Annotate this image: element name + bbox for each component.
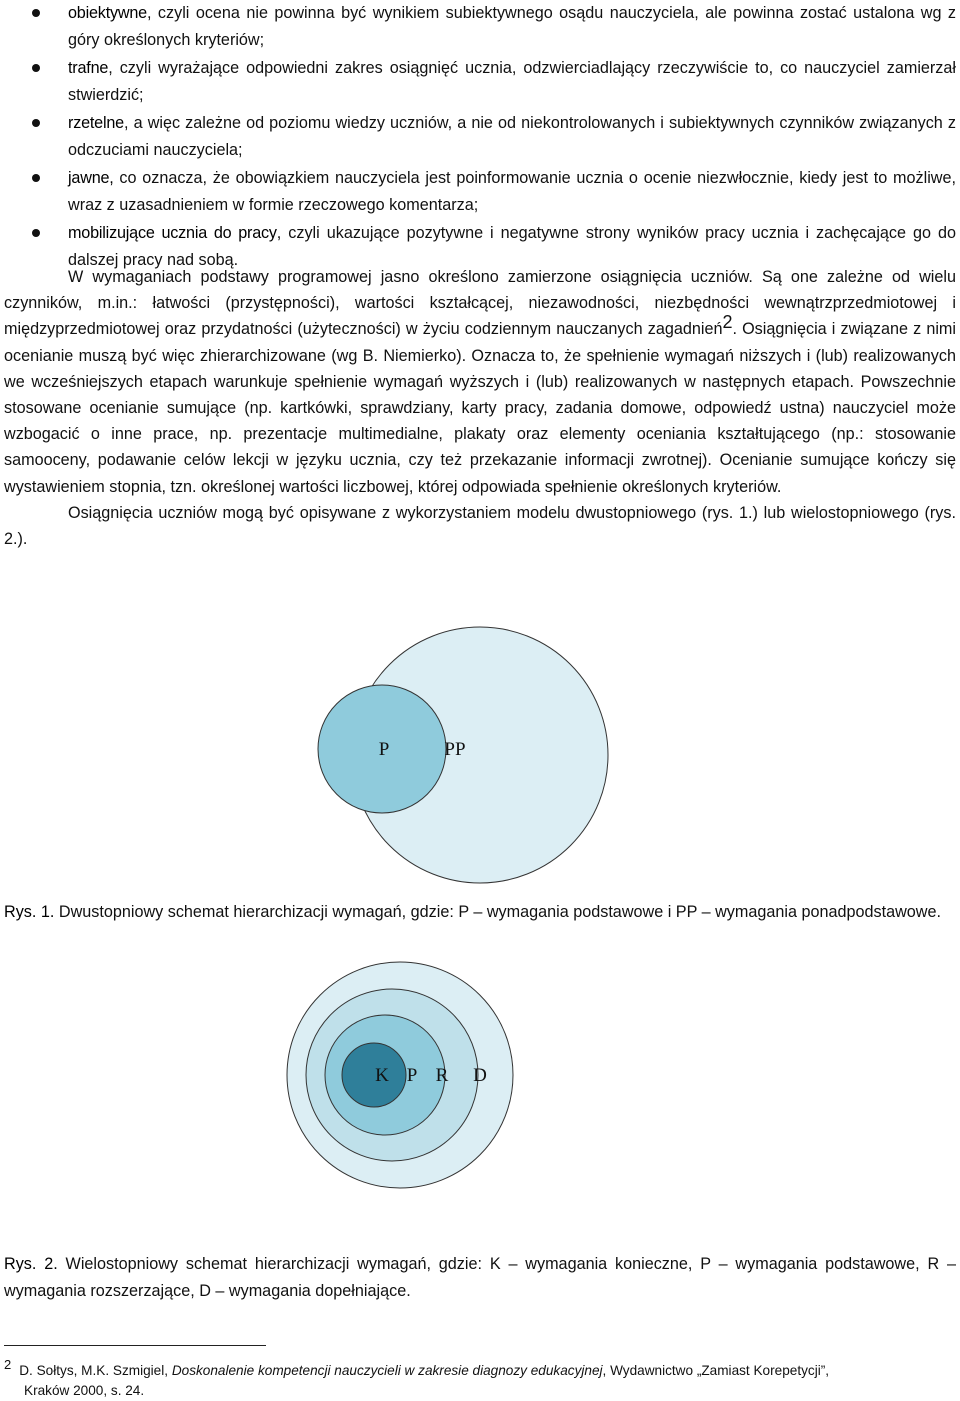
two-level-diagram <box>0 625 960 890</box>
footnote <box>4 1355 954 1401</box>
paragraph-requirements <box>0 264 960 500</box>
list-item <box>0 55 960 108</box>
label-r: R <box>435 1065 449 1086</box>
label-p: P <box>406 1065 418 1086</box>
term: mobilizujące ucznia do pracy <box>68 224 277 242</box>
label-p: P <box>378 739 390 760</box>
paragraph-lead: Osiągnięcia <box>68 503 153 522</box>
term: obiektywne <box>68 4 147 22</box>
footnote-place: Kraków 2000, s. 24. <box>24 1383 145 1398</box>
footnote-ref[interactable]: 2 <box>722 312 733 333</box>
label-pp: PP <box>444 739 466 760</box>
list-item <box>0 0 960 53</box>
multi-level-diagram <box>0 958 960 1193</box>
footnote-separator <box>4 1345 266 1346</box>
footnote-publisher: , Wydawnictwo „Zamiast Korepetycji”, <box>602 1363 830 1378</box>
item-text: , czyli ocena nie powinna być wynikiem subiektywnego osądu nauczyciela, ale powinna zostać ustalona wg z góry określonych kryteriów; <box>68 4 956 49</box>
body-text <box>0 264 960 552</box>
term: jawne, <box>68 169 114 187</box>
footnote-number: 2 <box>4 1357 12 1372</box>
list-item <box>0 165 960 218</box>
figure-caption-2 <box>0 1251 960 1305</box>
footnote-title: Doskonalenie kompetencji nauczycieli w zakresie diagnozy edukacyjnej <box>171 1363 603 1378</box>
caption-lead: Rys. 1. <box>4 903 55 921</box>
core-k <box>342 1043 406 1107</box>
paragraph-text: uczniów mogą być opisywane z wykorzystaniem modelu dwustopniowego (rys. 1.) lub wielostopniowego (rys. 2.). <box>4 503 956 549</box>
criteria-list <box>0 0 960 273</box>
item-text: , czyli wyrażające odpowiedni zakres osiągnięć ucznia, odzwierciadlający rzeczywiście to, co nauczyciel zamierzał stwierdzić; <box>68 59 956 104</box>
caption-lead: Rys. 2. <box>4 1255 58 1273</box>
label-k: K <box>375 1065 389 1086</box>
footnote-authors: D. Sołtys, M.K. Szmigiel, <box>19 1363 172 1378</box>
footnote-line <box>4 1355 954 1381</box>
paragraph-text: W wymaganiach podstawy programowej jasno określono zamierzone osiągnięcia uczniów. Są one zależne od wielu czynników, m.in.: łatwości (przystępności), wartości kształcącej, niezawodności, niezbędności wewnątrzprzedmiotowej i międzyprzedmiotowej oraz przydatności (użyteczności) w życiu codziennym nauczanych zagadnień <box>4 268 956 339</box>
label-d: D <box>473 1065 487 1086</box>
figure-caption-1 <box>0 899 960 926</box>
figure-two-level <box>0 625 960 890</box>
caption-text: Wielostopniowy schemat hierarchizacji wymagań, gdzie: K – wymagania konieczne, P – wymagania podstawowe, R – wymagania rozszerzające, D – wymagania dopełniające. <box>4 1255 956 1300</box>
figure-multi-level <box>0 958 960 1193</box>
item-text: co oznacza, że obowiązkiem nauczyciela jest poinformowanie ucznia o ocenie niezwłocznie, kiedy jest to możliwe, wraz z uzasadnieniem w formie rzeczowego komentarza; <box>68 169 956 214</box>
list-item <box>0 110 960 163</box>
item-text: , a więc zależne od poziomu wiedzy uczniów, a nie od niekontrolowanych i subiektywnych czynników związanych z odczuciami nauczyciela; <box>68 114 956 159</box>
term: trafne <box>68 59 109 77</box>
paragraph-achievements <box>0 500 960 552</box>
term: rzetelne <box>68 114 124 132</box>
paragraph-text: . Osiągnięcia i związane z nimi ocenianie muszą być więc zhierarchizowane (wg B. Niemierko). Oznacza to, że spełnienie wymagań niższych i (lub) realizowanych we wcześniejszych etapach warunkuje spełnienie wymagań wyższych i (lub) realizowanych w następnych etapach. Powszechnie stosowane ocenianie sumujące (np. kartkówki, sprawdziany, karty pracy, zadania domowe, odpowiedź ustna) nauczyciel może wzbogacić o inne prace, np. prezentacje multimedialne, plakaty oraz elementy oceniania kształtującego (np.: stosowanie samooceny, podawanie celów lekcji w języku ucznia, czy też przekazanie informacji zwrotnej). Ocenianie sumujące kończy się wystawieniem stopnia, tzn. określonej wartości liczbowej, której odpowiada spełnienie określonych kryteriów. <box>4 320 956 496</box>
caption-text: Dwustopniowy schemat hierarchizacji wymagań, gdzie: P – wymagania podstawowe i PP – wymagania ponadpodstawowe. <box>54 903 941 921</box>
item-text: , czyli ukazujące pozytywne i negatywne strony wyników pracy ucznia i zachęcające go do dalszej pracy nad sobą. <box>68 224 956 269</box>
